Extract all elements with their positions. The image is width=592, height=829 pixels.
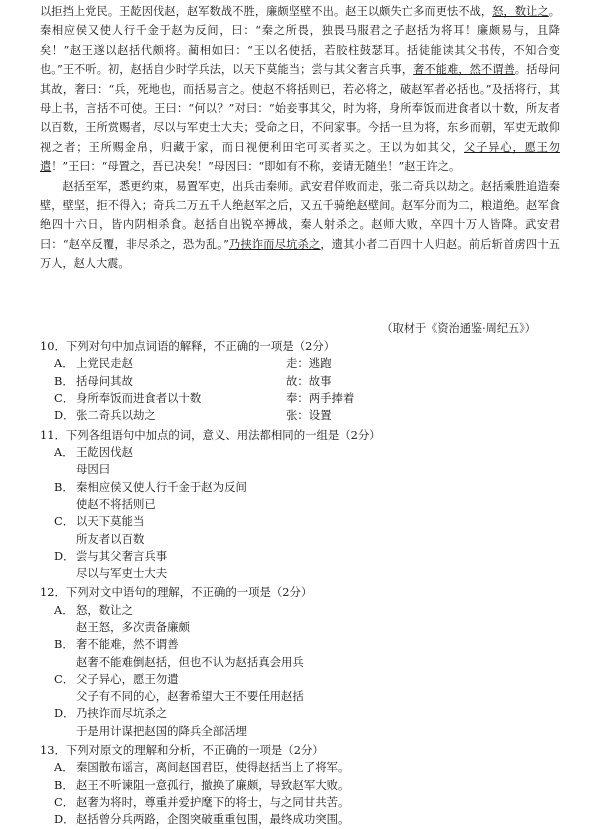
option-text: 上党民走赵 xyxy=(76,356,133,371)
question-12 xyxy=(40,584,570,740)
option-text: 秦国散布谣言，离间赵国君臣，使得赵括当上了将军。 xyxy=(76,760,350,775)
option-line-1: 以天下莫能当 xyxy=(76,514,145,529)
passage-text: 以拒挡上党民。王龁因伐赵，赵军数战不胜，廉颇坚壁不出。赵王以颇失亡多而更怯不战， xyxy=(40,5,493,18)
option-line-1: 父子异心，愿王勿遣 xyxy=(76,671,179,686)
option-line-1: 尝与其父奢言兵事 xyxy=(76,548,168,563)
option-letter: D． xyxy=(54,548,75,563)
option-letter: C． xyxy=(54,390,75,405)
option-explanation: 奉：两手捧着 xyxy=(286,390,355,405)
option-letter: C． xyxy=(54,514,75,529)
question-10 xyxy=(40,338,570,425)
option-a xyxy=(54,355,570,372)
option-text: 赵王不听谏阻一意孤行，撤换了廉颇，导致赵军大败。 xyxy=(76,777,350,792)
option-letter: B． xyxy=(54,479,74,494)
passage-text: ！”王曰：“母置之，吾已决矣！”母因曰：“即如有不称，妾请无随坐！”赵王许之。 xyxy=(51,160,461,174)
option-b xyxy=(54,479,570,496)
option-text: 张二奇兵以劫之 xyxy=(76,408,156,423)
option-line-2: 父子有不同的心，赵奢希望大王不要任用赵括 xyxy=(76,689,304,704)
option-line-1: 秦相应侯又使人行千金于赵为反间 xyxy=(76,479,247,494)
option-explanation: 走：逃跑 xyxy=(286,356,332,371)
option-text: 括母问其故 xyxy=(76,373,133,388)
passage-paragraph-2 xyxy=(40,177,560,274)
question-stem: 12．下列对文中语句的理解，不正确的一项是（2分） xyxy=(40,585,313,600)
underlined-sentence: 乃挟诈而尽坑杀之 xyxy=(228,237,321,251)
option-line-1: 乃挟诈而尽坑杀之 xyxy=(76,706,168,721)
option-b xyxy=(54,777,570,794)
option-explanation: 张：设置 xyxy=(286,408,332,423)
option-text: 身所奉饭而进食者以十数 xyxy=(76,390,202,405)
option-letter: A． xyxy=(54,444,74,459)
option-letter: A． xyxy=(54,602,74,617)
underlined-sentence: 奢不能难，然不谓善 xyxy=(413,63,515,77)
underlined-sentence: 怒，数让之 xyxy=(492,5,549,18)
option-line-2: 所友者以百数 xyxy=(76,531,145,546)
passage-paragraph-1 xyxy=(40,2,560,177)
classical-passage xyxy=(40,2,560,274)
passage-text: 。秦相应侯又使人行千金于赵为反间，曰：“秦之所畏，独畏马服君之子赵括为将耳！廉颇易与，且降矣！”赵王遂以赵括代颇将。蔺相如曰：“王以名使括，若胶柱鼓瑟耳。括徒能读其父书传，不知合变也。”王不听。初，赵括自少时学兵法，以天下莫能当；尝与其父奢言兵事， xyxy=(40,5,560,77)
option-letter: B． xyxy=(54,373,74,388)
option-a xyxy=(54,444,570,461)
option-line-2: 尽以与军吏士大夫 xyxy=(76,566,168,581)
underlined-sentence: 父子异心，愿王勿遣 xyxy=(40,140,560,174)
source-citation: （取材于《资治通鉴·周纪五》） xyxy=(381,322,536,335)
option-line-1: 怒，数让之 xyxy=(76,602,133,617)
option-c xyxy=(54,794,570,811)
option-line-2: 使赵不将括则已 xyxy=(76,496,156,511)
option-b xyxy=(54,636,570,653)
passage-text: 。括母问其故，奢曰：“兵，死地也，而括易言之。使赵不将括则已，若必将之，破赵军者必括也。”及括将行，其母上书，言括不可使。王曰：“何以？”对曰：“始妾事其父，时为将，身所奉饭而进食者以十数，所友者以百数，王所赏赐者，尽以与军吏士大夫；受命之日，不问家事。今括一旦为将，东乡而朝，军吏无敢仰视之者；王所赐金帛，归藏于家，而日视便利田宅可买者买之。王以为如其父， xyxy=(40,63,560,154)
option-line-2: 于是用计谋把赵国的降兵全部活埋 xyxy=(76,723,247,738)
question-stem: 11．下列各组语句中加点的词，意义、用法都相同的一组是（2分） xyxy=(40,427,381,442)
passage-text: ，遗其小者二百四十人归赵。前后斩首虏四十五万人，赵人大震。 xyxy=(40,237,560,271)
option-letter: D． xyxy=(54,408,75,423)
question-stem: 13．下列对原文的理解和分析，不正确的一项是（2分） xyxy=(40,742,324,757)
question-13 xyxy=(40,742,570,829)
questions-section xyxy=(40,336,570,829)
option-line-1: 奢不能难，然不谓善 xyxy=(76,637,179,652)
option-explanation: 故：故事 xyxy=(286,373,332,388)
passage-text: 赵括至军，悉更约束，易置军吏，出兵击秦师。武安君佯败而走，张二奇兵以劫之。赵括乘胜追造秦壁，壁坚，拒不得入；奇兵二万五千人绝赵军之后，又五千骑绝赵壁间。赵军分而为二，粮道绝。赵军食绝四十六日，皆内阴相杀食。赵括自出锐卒搏战，秦人射杀之。赵师大败，卒四十万人皆降。武安君曰：“赵卒反覆，非尽杀之，恐为乱。” xyxy=(40,179,560,251)
option-d xyxy=(54,407,570,424)
option-d xyxy=(54,811,570,828)
option-line-2: 赵奢不能难倒赵括，但也不认为赵括真会用兵 xyxy=(76,654,304,669)
option-letter: B． xyxy=(54,777,74,792)
option-c xyxy=(54,513,570,530)
option-c xyxy=(54,390,570,407)
option-a xyxy=(54,759,570,776)
option-letter: B． xyxy=(54,637,74,652)
option-line-2: 母因曰 xyxy=(76,462,111,477)
option-letter: D． xyxy=(54,812,75,827)
option-letter: D． xyxy=(54,706,75,721)
question-stem: 10．下列对句中加点词语的解释，不正确的一项是（2分） xyxy=(40,339,336,353)
option-text: 赵括曾分兵两路，企图突破重重包围，最终成功突围。 xyxy=(76,812,350,827)
option-c xyxy=(54,671,570,688)
option-a xyxy=(54,602,570,619)
option-line-1: 王龁因伐赵 xyxy=(76,444,133,459)
option-d xyxy=(54,705,570,722)
option-letter: A． xyxy=(54,356,74,371)
question-11 xyxy=(40,427,570,583)
option-b xyxy=(54,373,570,390)
option-letter: A． xyxy=(54,760,74,775)
option-line-2: 赵王怒，多次责备廉颇 xyxy=(76,619,190,634)
option-text: 赵奢为将时，尊重并爱护麾下的将士，与之同甘共苦。 xyxy=(76,794,350,809)
option-letter: C． xyxy=(54,794,75,809)
option-d xyxy=(54,548,570,565)
option-letter: C． xyxy=(54,671,75,686)
